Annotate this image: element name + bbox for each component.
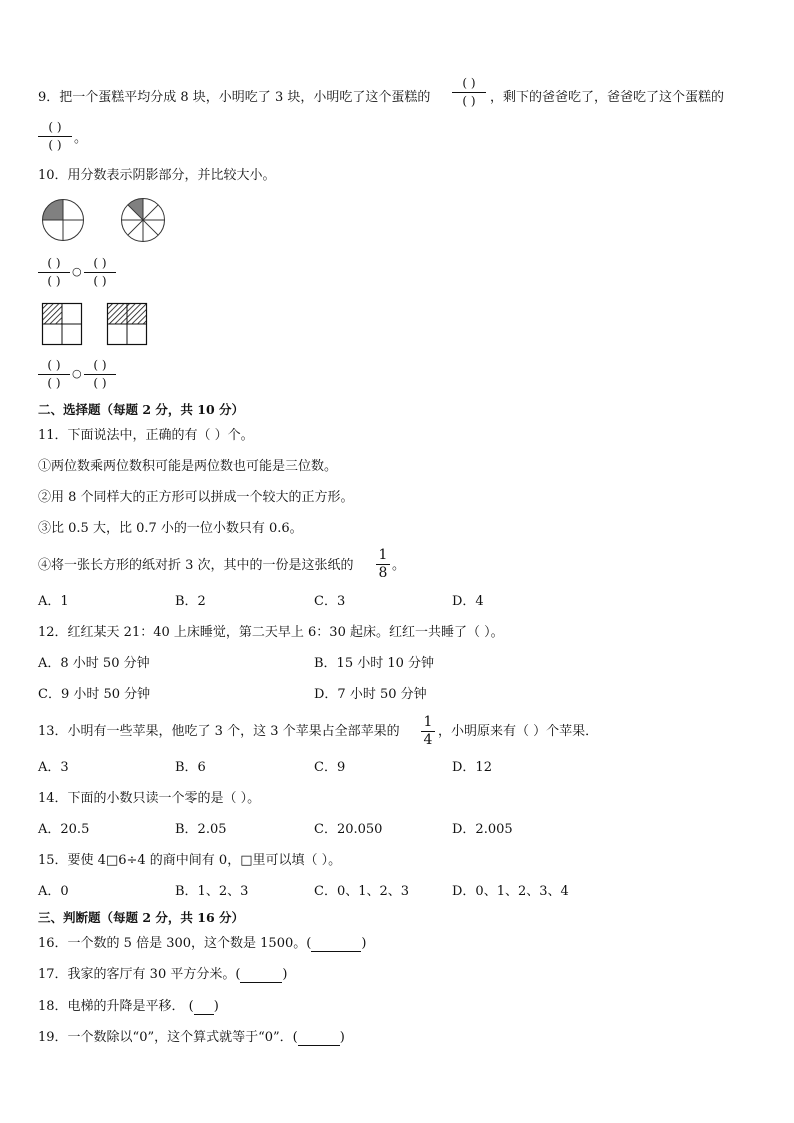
q18-close-paren: ) [213, 999, 219, 1014]
q15-option-c[interactable]: C．0、1、2、3 [314, 884, 410, 899]
q18-line [38, 999, 219, 1015]
q9-end-mark: 。 [74, 131, 88, 146]
q9-f1-denominator: ( ) [462, 94, 476, 108]
q10-square-fraction-right[interactable] [84, 358, 116, 391]
q18-text: 18．电梯的升降是平移． ( [38, 999, 194, 1014]
q15-stem: 15．要使 4□6÷4 的商中间有 0，□里可以填（ ）。 [38, 853, 342, 868]
denominator-blank: ( ) [47, 376, 61, 390]
q16-text: 16．一个数的 5 倍是 300，这个数是 1500。( [38, 936, 312, 951]
numerator-blank: ( ) [93, 256, 107, 270]
q14-option-a[interactable]: A．20.5 [38, 822, 90, 837]
q14-option-c[interactable]: C．20.050 [314, 822, 383, 837]
denominator: 4 [423, 732, 433, 748]
fraction-bar [38, 374, 70, 375]
fraction-bar [38, 272, 70, 273]
q13-option-c[interactable]: C．9 [314, 760, 346, 775]
q13-option-b[interactable]: B．6 [175, 760, 206, 775]
q17-text: 17．我家的客厅有 30 平方分米。( [38, 967, 241, 982]
q12-option-b[interactable]: B．15 小时 10 分钟 [314, 656, 435, 671]
numerator: 1 [378, 547, 388, 563]
q9-text-part2: ，剩下的爸爸吃了，爸爸吃了这个蛋糕的 [490, 90, 725, 105]
q12-option-d[interactable]: D．7 小时 50 分钟 [314, 687, 427, 702]
numerator-blank: ( ) [93, 358, 107, 372]
q17-line [38, 967, 288, 983]
q16-close-paren: ) [361, 936, 367, 951]
numerator-blank: ( ) [47, 256, 61, 270]
q19-text: 19．一个数除以“0”，这个算式就等于“0”．( [38, 1030, 298, 1045]
q11-option-d[interactable]: D．4 [452, 594, 484, 609]
q10-square-one-shaded [42, 303, 82, 345]
q9-f2-denominator: ( ) [48, 138, 62, 152]
q11-statement-4-end: 。 [392, 558, 406, 573]
q11-statement-2: ②用 8 个同样大的正方形可以拼成一个较大的正方形。 [38, 490, 354, 505]
q15-option-b[interactable]: B．1、2、3 [175, 884, 249, 899]
q16-line [38, 936, 366, 952]
fraction-bar [38, 136, 72, 137]
q9-text-part1: 9．把一个蛋糕平均分成 8 块，小明吃了 3 块，小明吃了这个蛋糕的 [38, 90, 431, 105]
q10-circle-fraction-left[interactable] [38, 256, 70, 289]
q13-stem-start: 13．小明有一些苹果，他吃了 3 个，这 3 个苹果占全部苹果的 [38, 724, 400, 739]
fraction-bar [452, 92, 486, 93]
fraction-bar [84, 374, 116, 375]
q15-option-d[interactable]: D．0、1、2、3、4 [452, 884, 569, 899]
q9-fraction-blank-1[interactable] [452, 76, 486, 109]
q11-stem: 11．下面说法中，正确的有（ ）个。 [38, 428, 254, 443]
denominator-blank: ( ) [47, 274, 61, 288]
q11-option-c[interactable]: C．3 [314, 594, 346, 609]
q13-stem-end: ，小明原来有（ ）个苹果． [438, 724, 599, 739]
q19-answer-blank[interactable] [298, 1032, 340, 1046]
q18-answer-blank[interactable] [194, 1001, 214, 1015]
q13-option-a[interactable]: A．3 [38, 760, 69, 775]
q10-circle-quarters [41, 198, 85, 242]
q10-compare-square[interactable]: ○ [72, 367, 82, 380]
q11-option-a[interactable]: A．1 [38, 594, 69, 609]
q12-option-c[interactable]: C．9 小时 50 分钟 [38, 687, 151, 702]
section-heading-choice: 二、选择题（每题 2 分，共 10 分） [38, 402, 245, 417]
denominator-blank: ( ) [93, 274, 107, 288]
circle2-shaded-sector [128, 199, 143, 221]
denominator: 8 [378, 565, 388, 581]
q15-option-a[interactable]: A．0 [38, 884, 69, 899]
q14-stem: 14．下面的小数只读一个零的是（ ）。 [38, 791, 261, 806]
q11-statement-4: ④将一张长方形的纸对折 3 次，其中的一份是这张纸的 [38, 558, 354, 573]
q14-option-d[interactable]: D．2.005 [452, 822, 513, 837]
numerator: 1 [423, 714, 433, 730]
square1-hatched-cell [43, 304, 63, 325]
q17-answer-blank[interactable] [240, 969, 282, 983]
q9-fraction-blank-2[interactable] [38, 120, 72, 153]
q10-circle-fraction-right[interactable] [84, 256, 116, 289]
q9-f1-numerator: ( ) [462, 76, 476, 90]
q19-line [38, 1030, 345, 1046]
q10-square-two-shaded [107, 303, 147, 345]
q9-f2-numerator: ( ) [48, 120, 62, 134]
q10-square-fraction-left[interactable] [38, 358, 70, 391]
fraction-bar [84, 272, 116, 273]
denominator-blank: ( ) [93, 376, 107, 390]
section-heading-judgement: 三、判断题（每题 2 分，共 16 分） [38, 910, 245, 925]
q19-close-paren: ) [339, 1030, 345, 1045]
q11-statement-1: ①两位数乘两位数积可能是两位数也可能是三位数。 [38, 459, 338, 474]
q12-stem: 12．红红某天 21：40 上床睡觉，第二天早上 6：30 起床。红红一共睡了（ ）。 [38, 625, 504, 640]
q10-compare-circle[interactable]: ○ [72, 265, 82, 278]
q10-circle-eighths [120, 197, 166, 243]
q11-statement-3: ③比 0.5 大，比 0.7 小的一位小数只有 0.6。 [38, 521, 303, 536]
q10-stem: 10．用分数表示阴影部分，并比较大小。 [38, 168, 276, 183]
q13-fraction-one-quarter [421, 715, 435, 748]
q11-option-b[interactable]: B．2 [175, 594, 206, 609]
q17-close-paren: ) [282, 967, 288, 982]
q11-fraction-one-eighth [376, 548, 390, 581]
numerator-blank: ( ) [47, 358, 61, 372]
q16-answer-blank[interactable] [311, 938, 361, 952]
q13-option-d[interactable]: D．12 [452, 760, 492, 775]
q12-option-a[interactable]: A．8 小时 50 分钟 [38, 656, 150, 671]
q14-option-b[interactable]: B．2.05 [175, 822, 227, 837]
